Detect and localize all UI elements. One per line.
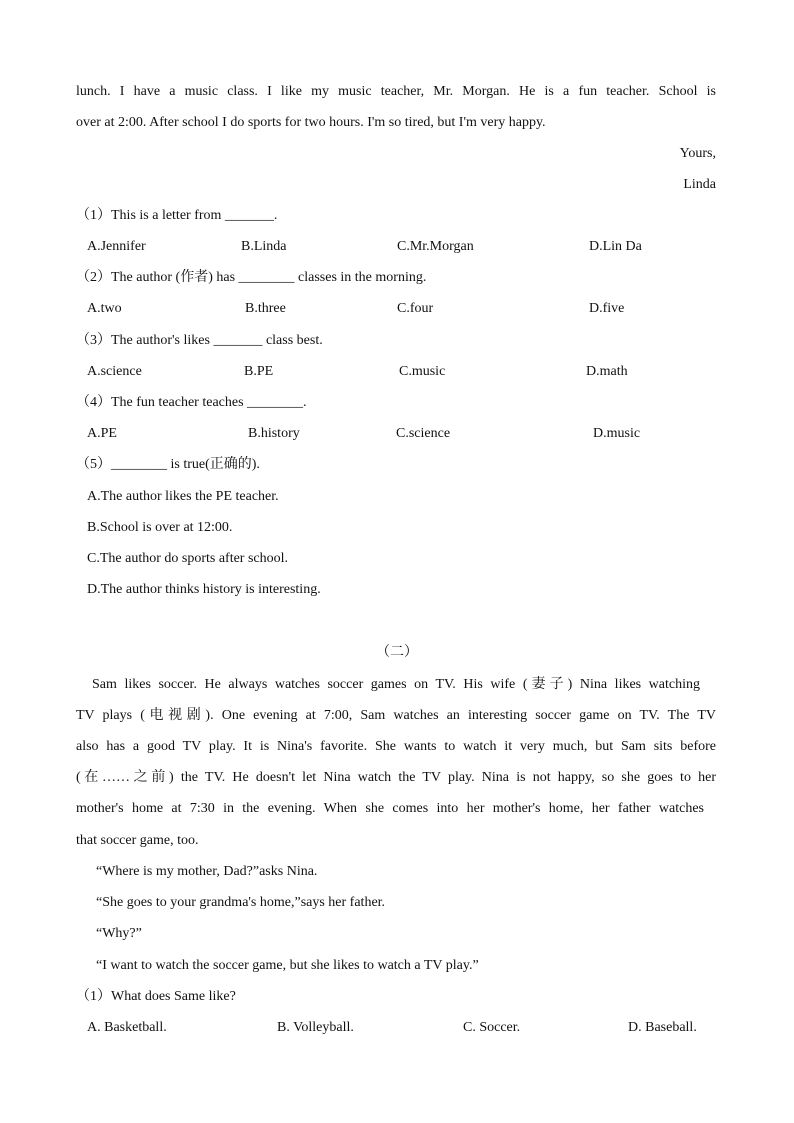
question-stem: （4）The fun teacher teaches ________. [76, 395, 307, 410]
option-a: A.two [87, 301, 122, 316]
option-b: B.Linda [241, 239, 287, 254]
option-b: B.history [248, 426, 300, 441]
option-b: B. Volleyball. [277, 1020, 354, 1035]
letter-line-2: over at 2:00. After school I do sports for two hours. I'm so tired, but I'm very happy. [76, 115, 546, 130]
passage-line: Sam likes soccer. He always watches soccer games on TV. His wife (妻子) Nina likes watching [92, 677, 700, 692]
passage-line: that soccer game, too. [76, 833, 199, 848]
option-d: D.music [593, 426, 641, 441]
dialogue-line: “She goes to your grandma's home,”says her father. [96, 895, 386, 910]
question-stem: （3）The author's likes _______ class best. [76, 333, 323, 348]
dialogue-line: “Why?” [96, 926, 142, 941]
passage-line: also has a good TV play. It is Nina's favorite. She wants to watch it very much, but Sam sits before [76, 739, 716, 754]
option-d: D.five [589, 301, 625, 316]
question-stem: （1）What does Same like? [76, 989, 236, 1004]
passage-line: mother's home at 7:30 in the evening. When she comes into her mother's home, her father watches [76, 801, 704, 816]
question-stem: （5）________ is true(正确的). [76, 457, 260, 472]
question-stem: （2）The author (作者) has ________ classes in the morning. [76, 270, 427, 285]
letter-line-1: lunch. I have a music class. I like my music teacher, Mr. Morgan. He is a fun teacher. School is [76, 84, 716, 99]
option-d: D.Lin Da [589, 239, 642, 254]
option-c: C. Soccer. [463, 1020, 521, 1035]
option-b: B.PE [244, 364, 274, 379]
option-d: D.math [586, 364, 628, 379]
option-c: C.four [397, 301, 434, 316]
option-c: C.The author do sports after school. [87, 551, 289, 566]
section-heading: （二） [376, 645, 418, 660]
dialogue-line: “Where is my mother, Dad?”asks Nina. [96, 864, 318, 879]
letter-closing: Yours, [679, 146, 716, 161]
option-a: A.science [87, 364, 142, 379]
option-d: D. Baseball. [628, 1020, 697, 1035]
dialogue-line: “I want to watch the soccer game, but she likes to watch a TV play.” [96, 958, 479, 973]
passage-line: TV plays (电视剧). One evening at 7:00, Sam watches an interesting soccer game on TV. The TV [76, 708, 716, 723]
option-c: C.science [396, 426, 451, 441]
option-c: C.music [399, 364, 446, 379]
option-b: B.three [245, 301, 286, 316]
option-c: C.Mr.Morgan [397, 239, 474, 254]
option-a: A.The author likes the PE teacher. [87, 489, 279, 504]
passage-line: (在……之前) the TV. He doesn't let Nina watch the TV play. Nina is not happy, so she goes to her [76, 770, 716, 785]
letter-signature: Linda [683, 177, 716, 192]
question-stem: （1）This is a letter from _______. [76, 208, 278, 223]
option-a: A.PE [87, 426, 117, 441]
option-a: A.Jennifer [87, 239, 146, 254]
option-a: A. Basketball. [87, 1020, 167, 1035]
option-b: B.School is over at 12:00. [87, 520, 233, 535]
option-d: D.The author thinks history is interesting. [87, 582, 321, 597]
